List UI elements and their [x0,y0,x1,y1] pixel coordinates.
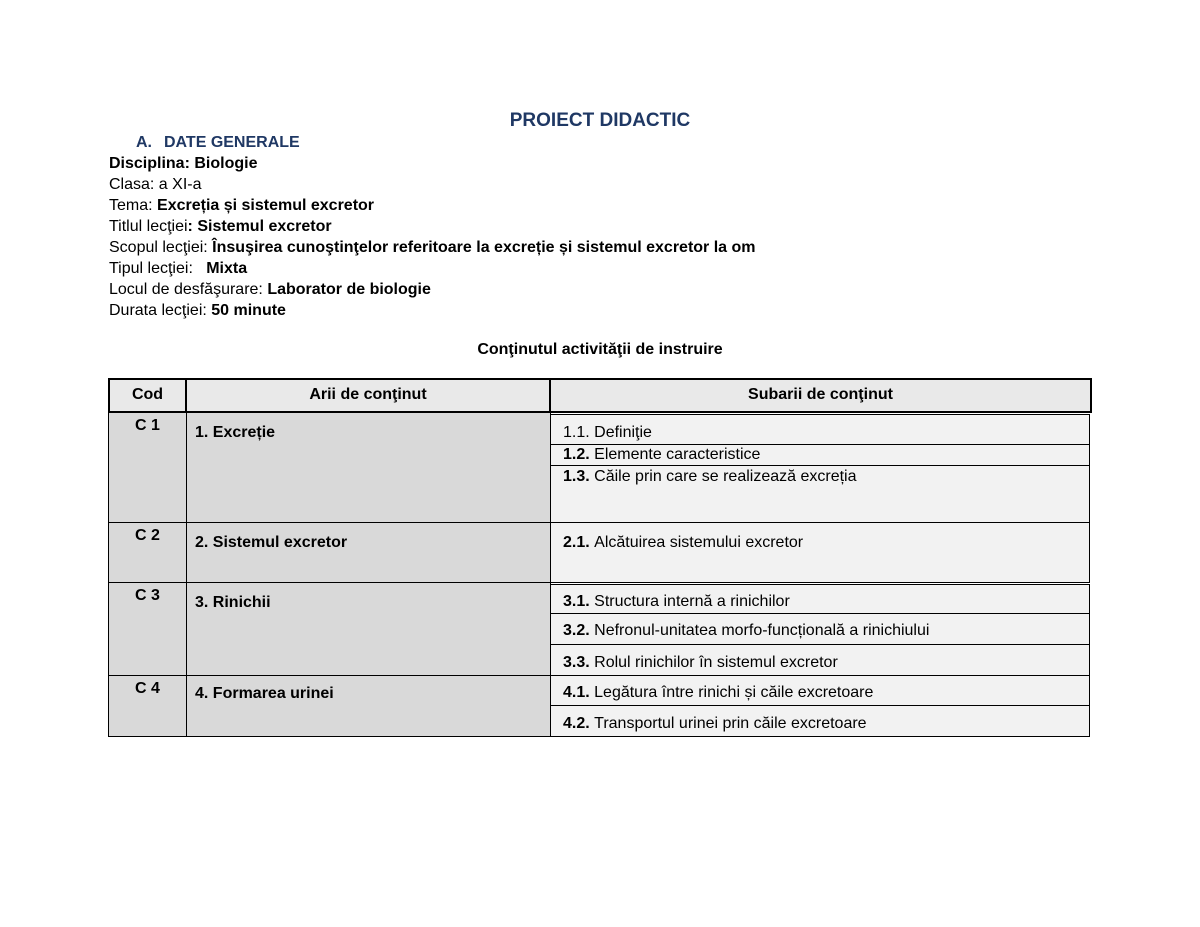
info-clasa: Clasa: a XI-a [109,176,202,193]
header-subarii: Subarii de conţinut [549,378,1092,413]
subarea-row: 1.1. Definiţie [550,414,1090,445]
header-arii: Arii de conţinut [185,378,551,413]
row-code-c4: C 4 [108,675,187,737]
row-area-c3: 3. Rinichii [186,582,551,676]
info-locul: Locul de desfăşurare: Laborator de biologie [109,281,431,298]
row-code-c1: C 1 [108,412,187,523]
info-disciplina: Disciplina: Biologie [109,155,258,172]
subarea-row: 1.2. Elemente caracteristice [550,444,1090,466]
row-area-c1: 1. Excreție [186,412,551,523]
row-code-c3: C 3 [108,582,187,676]
row-area-c4: 4. Formarea urinei [186,675,551,737]
content-table [108,378,1092,737]
info-tema: Tema: Excreția și sistemul excretor [109,197,375,214]
row-area-c2: 2. Sistemul excretor [186,522,551,583]
page-title: PROIECT DIDACTIC [509,110,691,131]
table-title: Conţinutul activităţii de instruire [477,341,723,358]
header-cod: Cod [108,378,187,413]
info-titlul: Titlul lecţiei: Sistemul excretor [109,218,332,235]
subarea-row: 3.2. Nefronul-unitatea morfo-funcțională a rinichiului [550,613,1090,645]
info-scopul: Scopul lecţiei: Însuşirea cunoştinţelor referitoare la excreție și sistemul excretor la om [109,239,756,256]
section-label: DATE GENERALE [164,134,300,151]
subarea-row: 2.1. Alcătuirea sistemului excretor [550,522,1090,583]
subarea-row: 3.3. Rolul rinichilor în sistemul excretor [550,644,1090,676]
section-number: A. [136,134,152,151]
info-tipul: Tipul lecţiei: Mixta [109,260,248,277]
subarea-row: 3.1. Structura internă a rinichilor [550,584,1090,614]
subarea-row: 4.1. Legătura între rinichi și căile excretoare [550,675,1090,706]
info-durata: Durata lecţiei: 50 minute [109,302,286,319]
section-heading [136,134,300,152]
subarea-row: 1.3. Căile prin care se realizează excreția [550,465,1090,523]
row-code-c2: C 2 [108,522,187,583]
subarea-row: 4.2. Transportul urinei prin căile excretoare [550,705,1090,737]
